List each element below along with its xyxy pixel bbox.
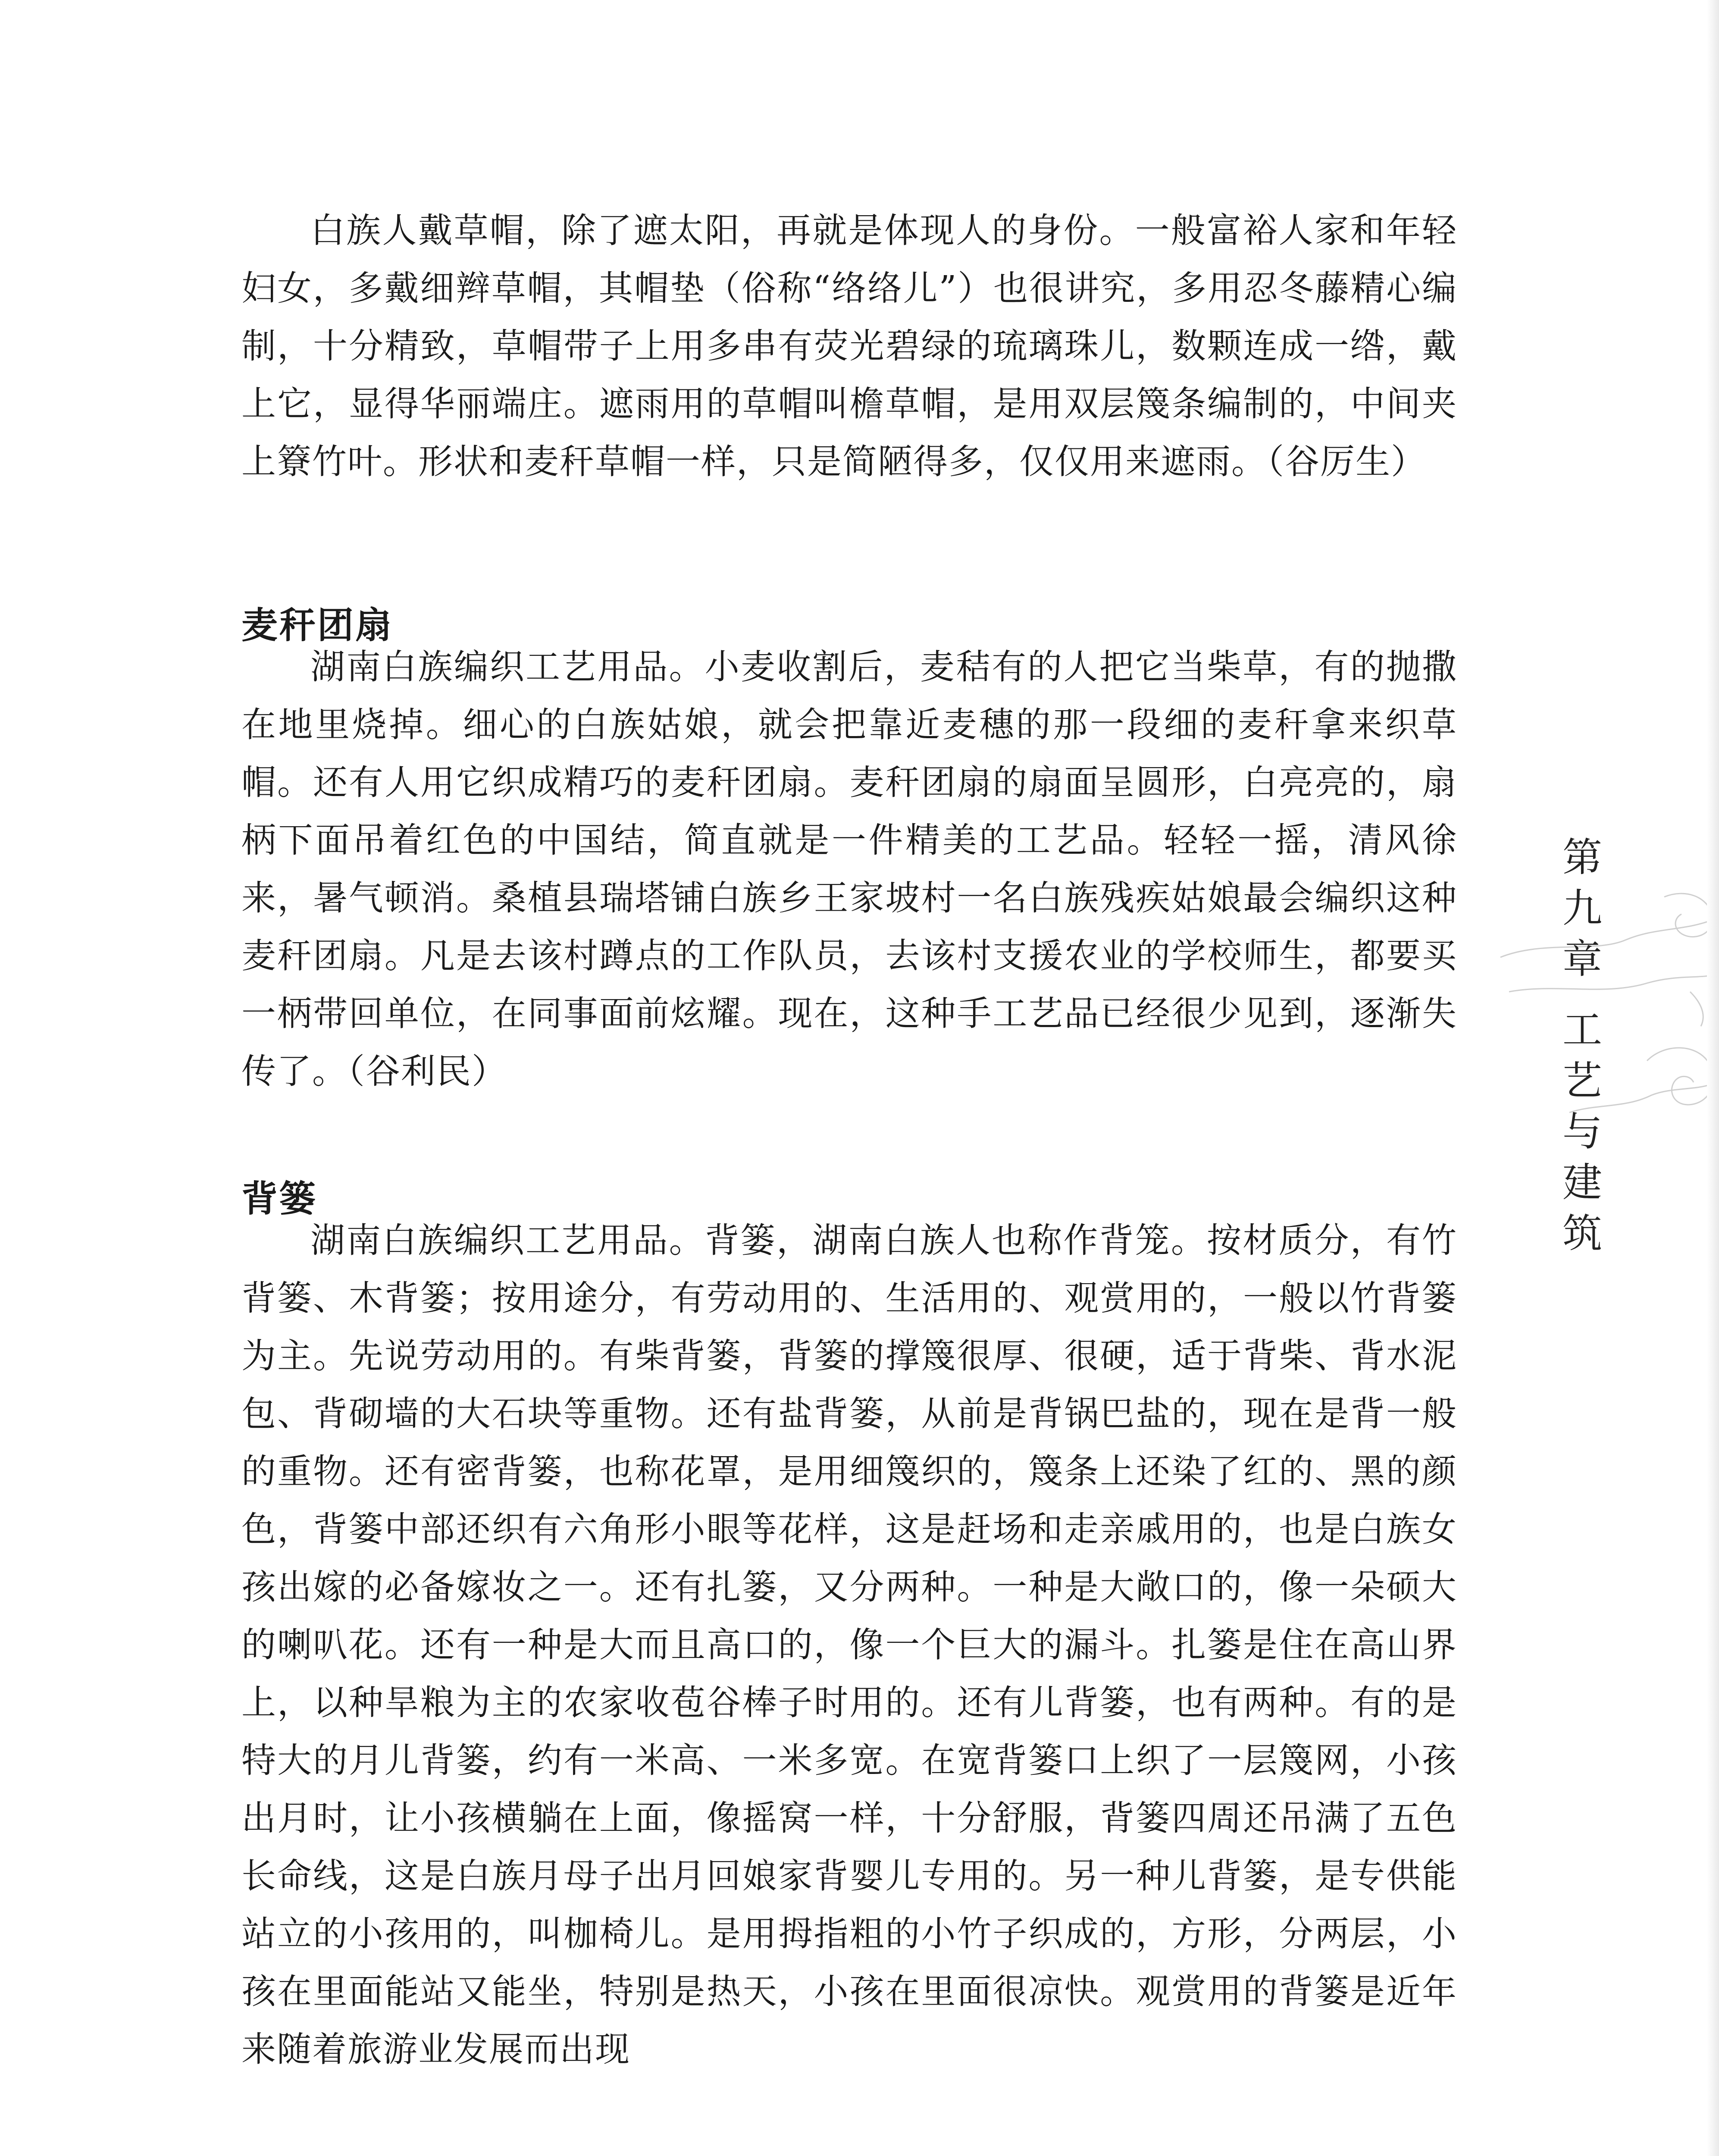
chapter-text: 第九章 [1562,834,1602,982]
paragraph-straw-hat: 白族人戴草帽，除了遮太阳，再就是体现人的身份。一般富裕人家和年轻妇女，多戴细辫草帽，其帽垫（俗称“络络儿”）也很讲究，多用忍冬藤精心编制，十分精致，草帽带子上用多串有荧光碧绿的琉璃珠儿，数颗连成一绺，戴上它，显得华丽端庄。遮雨用的草帽叫檐草帽，是用双层篾条编制的，中间夹上簝竹叶。形状和麦秆草帽一样，只是简陋得多，仅仅用来遮雨。（谷厉生） [241,210,1457,482]
section-heading-straw-fan: 麦秆团扇 [241,604,394,646]
chapter-title-text: 工艺与建筑 [1562,1007,1602,1257]
section-heading-back-basket: 背篓 [241,1178,318,1220]
sidebar-chapter-title [1556,1005,1608,1259]
paragraph-straw-fan: 湖南白族编织工艺用品。小麦收割后，麦秸有的人把它当柴草，有的抛撒在地里烧掉。细心的白族姑娘，就会把靠近麦穗的那一段细的麦秆拿来织草帽。还有人用它织成精巧的麦秆团扇。麦秆团扇的扇面呈圆形，白亮亮的，扇柄下面吊着红色的中国结，简直就是一件精美的工艺品。轻轻一摇，清风徐来，暑气顿消。桑植县瑞塔铺白族乡王家坡村一名白族残疾姑娘最会编织这种麦秆团扇。凡是去该村蹲点的工作队员，去该村支援农业的学校师生，都要买一柄带回单位，在同事面前炫耀。现在，这种手工艺品已经很少见到，逐渐失传了。（谷利民） [241,647,1457,1091]
sidebar-chapter-label [1556,832,1608,985]
scan-edge [1707,0,1719,2156]
paragraph-back-basket: 湖南白族编织工艺用品。背篓，湖南白族人也称作背笼。按材质分，有竹背篓、木背篓；按用途分，有劳动用的、生活用的、观赏用的，一般以竹背篓为主。先说劳动用的。有柴背篓，背篓的撑篾很厚、很硬，适于背柴、背水泥包、背砌墙的大石块等重物。还有盐背篓，从前是背锅巴盐的，现在是背一般的重物。还有密背篓，也称花罩，是用细篾织的，篾条上还染了红的、黑的颜色，背篓中部还织有六角形小眼等花样，这是赶场和走亲戚用的，也是白族女孩出嫁的必备嫁妆之一。还有扎篓，又分两种。一种是大敞口的，像一朵硕大的喇叭花。还有一种是大而且高口的，像一个巨大的漏斗。扎篓是住在高山界上，以种旱粮为主的农家收苞谷棒子时用的。还有儿背篓，也有两种。有的是特大的月儿背篓，约有一米高、一米多宽。在宽背篓口上织了一层篾网，小孩出月时，让小孩横躺在上面，像摇窝一样，十分舒服，背篓四周还吊满了五色长命线，这是白族月母子出月回娘家背婴儿专用的。另一种儿背篓，是专供能站立的小孩用的，叫枷椅儿。是用拇指粗的小竹子织成的，方形，分两层，小孩在里面能站又能坐，特别是热天，小孩在里面很凉快。观赏用的背篓是近年来随着旅游业发展而出现 [241,1220,1457,2069]
